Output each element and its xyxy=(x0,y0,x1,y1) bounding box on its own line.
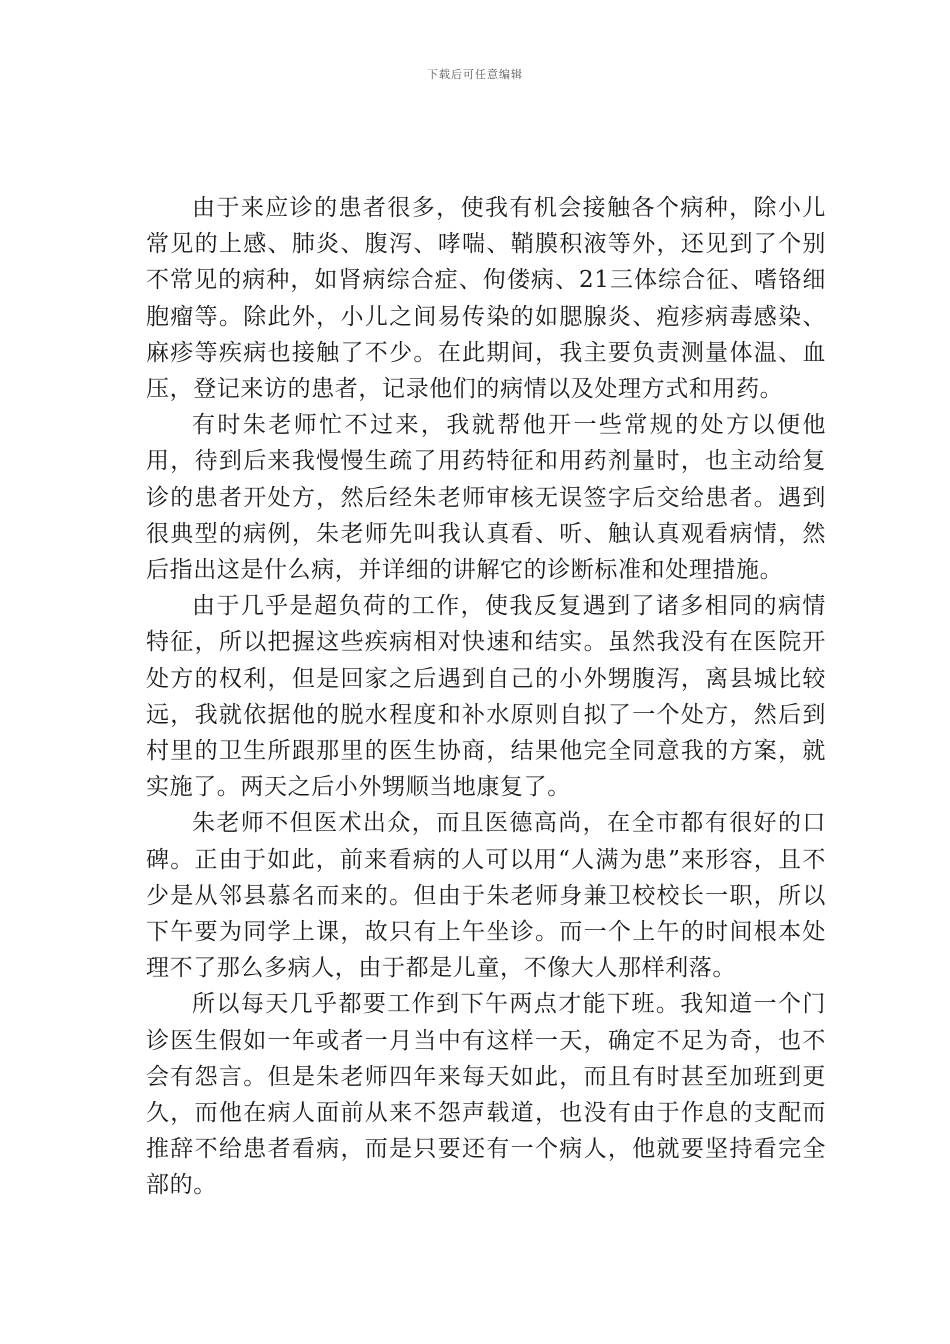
paragraph: 朱老师不但医术出众，而且医德高尚，在全市都有很好的口碑。正由于如此，前来看病的人可以用“人满为患”来形容，且不少是从邻县慕名而来的。但由于朱老师身兼卫校校长一职，所以下午要为同学上课，故只有上午坐诊。而一个上午的时间根本处理不了那么多病人，由于都是儿童，不像大人那样利落。 xyxy=(146,810,826,982)
header-note: 下载后可任意编辑 xyxy=(427,68,523,81)
paragraph: 由于几乎是超负荷的工作，使我反复遇到了诸多相同的病情特征，所以把握这些疾病相对快速和结实。虽然我没有在医院开处方的权利，但是回家之后遇到自己的小外甥腹泻，离县城比较远，我就依据他的脱水程度和补水原则自拟了一个处方，然后到村里的卫生所跟那里的医生协商，结果他完全同意我的方案，就实施了。两天之后小外甥顺当地康复了。 xyxy=(146,593,826,801)
paragraph: 由于来应诊的患者很多，使我有机会接触各个病种，除小儿常见的上感、肺炎、腹泻、哮喘、鞘膜积液等外，还见到了个别不常见的病种，如肾病综合症、佝偻病、21三体综合征、嗜铬细胞瘤等。除此外，小儿之间易传染的如腮腺炎、疱疹病毒感染、麻疹等疾病也接触了不少。在此期间，我主要负责测量体温、血压，登记来访的患者，记录他们的病情以及处理方式和用药。 xyxy=(146,195,826,403)
paragraph: 有时朱老师忙不过来，我就帮他开一些常规的处方以便他用，待到后来我慢慢生疏了用药特征和用药剂量时，也主动给复诊的患者开处方，然后经朱老师审核无误签字后交给患者。遇到很典型的病例，朱老师先叫我认真看、听、触认真观看病情，然后指出这是什么病，并详细的讲解它的诊断标准和处理措施。 xyxy=(146,412,826,584)
paragraph: 所以每天几乎都要工作到下午两点才能下班。我知道一个门诊医生假如一年或者一月当中有这样一天，确定不足为奇，也不会有怨言。但是朱老师四年来每天如此，而且有时甚至加班到更久，而他在病人面前从来不怨声载道，也没有由于作息的支配而推辞不给患者看病，而是只要还有一个病人，他就要坚持看完全部的。 xyxy=(146,991,826,1199)
body-text xyxy=(146,190,826,1204)
